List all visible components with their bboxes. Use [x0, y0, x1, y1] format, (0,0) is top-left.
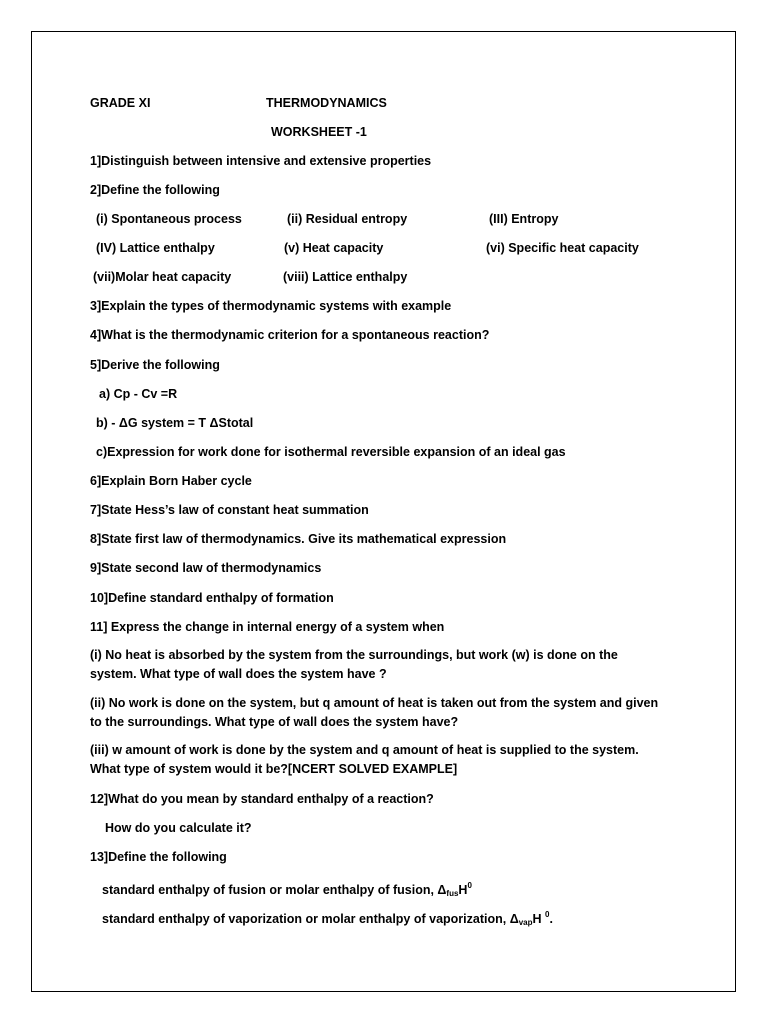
q11-part-i: (i) No heat is absorbed by the system from the surroundings, but work (w) is done on the system. What type of wall does the system have ?: [90, 648, 618, 681]
question-12-title: 12]What do you mean by standard enthalpy of a reaction?: [90, 792, 434, 806]
question-5-title: 5]Derive the following: [90, 358, 220, 372]
q5-part-b: b) - ΔG system = T ΔStotal: [96, 416, 254, 430]
fusion-h: H: [458, 883, 468, 897]
q2-item-iv: (IV) Lattice enthalpy: [96, 241, 215, 255]
q5-part-c: c)Expression for work done for isothermal reversible expansion of an ideal gas: [96, 445, 566, 459]
vap-superscript: 0: [544, 910, 550, 919]
vap-period: .: [549, 912, 553, 926]
vap-subscript: vap: [518, 918, 533, 927]
subject-title: THERMODYNAMICS: [266, 96, 387, 110]
q2-item-viii: (viii) Lattice enthalpy: [283, 270, 408, 284]
question-6: 6]Explain Born Haber cycle: [90, 474, 252, 488]
question-9: 9]State second law of thermodynamics: [90, 561, 322, 575]
q13-fusion-line: [102, 878, 472, 902]
fusion-text: standard enthalpy of fusion or molar enthalpy of fusion, Δ: [102, 883, 447, 897]
vap-text: standard enthalpy of vaporization or molar enthalpy of vaporization, Δ: [102, 912, 519, 926]
question-2-title: 2]Define the following: [90, 183, 220, 197]
question-13-title: 13]Define the following: [90, 850, 227, 864]
q2-item-vi: (vi) Specific heat capacity: [486, 241, 639, 255]
vap-h: H: [532, 912, 545, 926]
fusion-superscript: 0: [467, 881, 472, 890]
question-3: 3]Explain the types of thermodynamic systems with example: [90, 299, 452, 313]
question-8: 8]State first law of thermodynamics. Give its mathematical expression: [90, 532, 507, 546]
grade-label: GRADE XI: [90, 96, 151, 110]
q5-part-a: a) Cp - Cv =R: [99, 387, 178, 401]
q2-item-vii: (vii)Molar heat capacity: [93, 270, 232, 284]
q2-item-v: (v) Heat capacity: [284, 241, 384, 255]
question-10: 10]Define standard enthalpy of formation: [90, 591, 334, 605]
question-7: 7]State Hess’s law of constant heat summation: [90, 503, 369, 517]
q12-sub: How do you calculate it?: [105, 821, 252, 835]
worksheet-title: WORKSHEET -1: [271, 125, 367, 139]
fusion-subscript: fus: [446, 889, 459, 898]
q2-item-ii: (ii) Residual entropy: [287, 212, 408, 226]
question-1: 1]Distinguish between intensive and extensive properties: [90, 154, 432, 168]
q11-part-ii: (ii) No work is done on the system, but q amount of heat is taken out from the system and given to the surroundings. What type of wall does the system have?: [90, 696, 659, 729]
q2-item-iii: (III) Entropy: [489, 212, 559, 226]
q2-item-i: (i) Spontaneous process: [96, 212, 242, 226]
q13-vaporization-line: [102, 907, 553, 931]
question-4: 4]What is the thermodynamic criterion for a spontaneous reaction?: [90, 328, 490, 342]
question-11-title: 11] Express the change in internal energy of a system when: [90, 620, 445, 634]
q11-part-iii: (iii) w amount of work is done by the system and q amount of heat is supplied to the system. What type of system would it be?[NCERT SOLVED EXAMPLE]: [90, 743, 639, 776]
